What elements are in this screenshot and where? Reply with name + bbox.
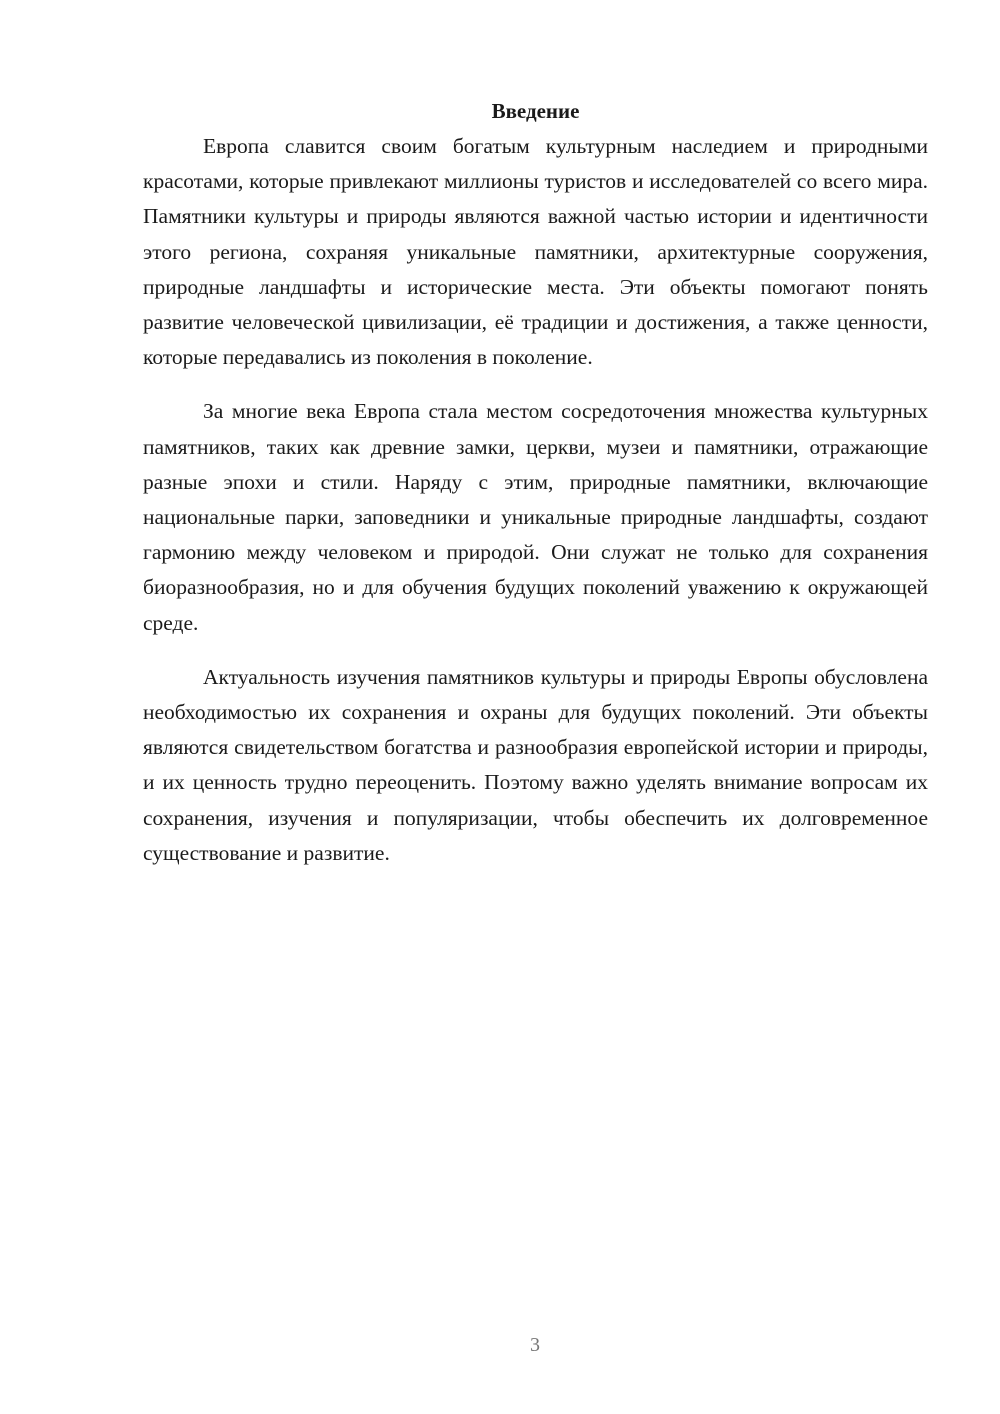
paragraph-1: Европа славится своим богатым культурным наследием и природными красотами, которые привлекают миллионы туристов и исследователей со всего мира. Памятники культуры и природы являются важной частью истории и идентичности этого региона, сохраняя уникальные памятники, архитектурные сооружения, природные ландшафты и исторические места. Эти объекты помогают понять развитие человеческой цивилизации, её традиции и достижения, а также ценности, которые передавались из поколения в поколение. [143, 134, 928, 370]
paragraph-3: Актуальность изучения памятников культуры и природы Европы обусловлена необходимостью их сохранения и охраны для будущих поколений. Эти объекты являются свидетельством богатства и разнообразия европейской истории и природы, и их ценность трудно переоценить. Поэтому важно уделять внимание вопросам их сохранения, изучения и популяризации, чтобы обеспечить их долговременное существование и развитие. [143, 664, 928, 865]
page-number: 3 [530, 1334, 540, 1356]
paragraph-2: За многие века Европа стала местом сосредоточения множества культурных памятников, таких как древние замки, церкви, музеи и памятники, отражающие разные эпохи и стили. Наряду с этим, природные памятники, включающие национальные парки, заповедники и уникальные природные ландшафты, создают гармонию между человеком и природой. Они служат не только для сохранения биоразнообразия, но и для обучения будущих поколений уважению к окружающей среде. [143, 399, 928, 635]
section-title: Введение [491, 99, 580, 123]
document-body [143, 94, 928, 890]
